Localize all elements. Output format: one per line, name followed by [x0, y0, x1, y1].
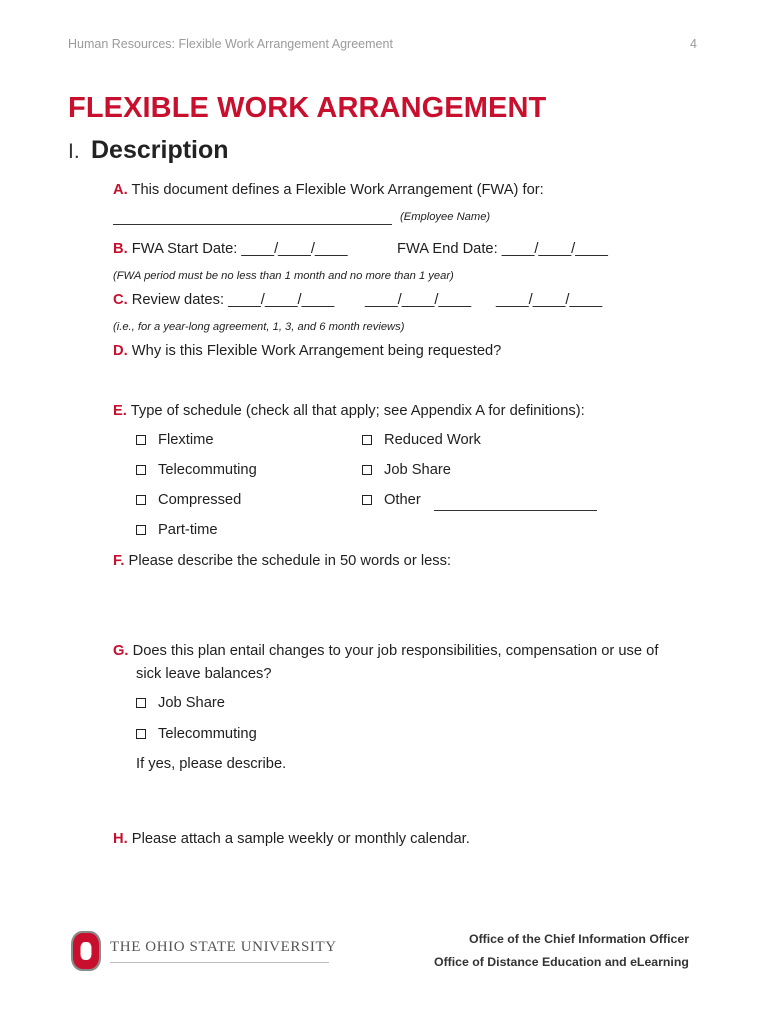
checkbox-icon[interactable]	[136, 698, 146, 708]
item-f-text: Please describe the schedule in 50 words or less:	[128, 553, 452, 569]
item-h-text: Please attach a sample weekly or monthly calendar.	[131, 831, 470, 847]
g-option-telecommuting[interactable]	[136, 726, 257, 742]
option-reduced-work[interactable]	[362, 432, 481, 448]
option-flextime[interactable]	[136, 432, 214, 448]
item-g-letter: G.	[113, 643, 129, 659]
checkbox-icon[interactable]	[136, 525, 146, 535]
checkbox-icon[interactable]	[362, 435, 372, 445]
option-label: Job Share	[158, 695, 225, 711]
item-c-note: (i.e., for a year-long agreement, 1, 3, and 6 month reviews)	[113, 321, 405, 333]
item-g-line2: sick leave balances?	[136, 666, 272, 682]
option-label: Other	[384, 492, 421, 508]
item-b-start	[113, 241, 348, 257]
section-number: I.	[68, 140, 80, 163]
checkbox-icon[interactable]	[136, 435, 146, 445]
checkbox-icon[interactable]	[362, 495, 372, 505]
checkbox-icon[interactable]	[136, 465, 146, 475]
section-title: Description	[91, 136, 229, 164]
office-cio: Office of the Chief Information Officer	[469, 932, 689, 946]
review-date-3[interactable]: ____/____/____	[496, 292, 603, 308]
item-g-line1: Does this plan entail changes to your job responsibilities, compensation or use of	[132, 643, 659, 659]
item-g	[113, 643, 658, 659]
item-f	[113, 553, 451, 569]
item-g-followup: If yes, please describe.	[136, 756, 287, 772]
item-d-text: Why is this Flexible Work Arrangement being requested?	[131, 343, 502, 359]
item-h	[113, 831, 470, 847]
item-b-letter: B.	[113, 241, 128, 257]
option-part-time[interactable]	[136, 522, 218, 538]
employee-name-hint: (Employee Name)	[400, 211, 491, 223]
option-label: Part-time	[158, 522, 218, 538]
item-c-label: Review dates:	[131, 292, 225, 308]
item-e-letter: E.	[113, 403, 127, 419]
option-other[interactable]	[362, 492, 421, 508]
review-date-1[interactable]: ____/____/____	[228, 292, 335, 308]
item-h-letter: H.	[113, 831, 128, 847]
review-date-2[interactable]: ____/____/____	[365, 292, 472, 308]
item-e-text: Type of schedule (check all that apply; see Appendix A for definitions):	[130, 403, 585, 419]
item-a-text: This document defines a Flexible Work Arrangement (FWA) for:	[131, 182, 544, 198]
page-number: 4	[690, 37, 697, 51]
option-label: Job Share	[384, 462, 451, 478]
option-label: Flextime	[158, 432, 214, 448]
university-name: THE OHIO STATE UNIVERSITY	[110, 939, 337, 955]
item-f-letter: F.	[113, 553, 125, 569]
page-title: FLEXIBLE WORK ARRANGEMENT	[68, 92, 547, 124]
option-job-share[interactable]	[362, 462, 451, 478]
fwa-start-date[interactable]: FWA Start Date: ____/____/____	[131, 241, 348, 257]
option-telecommuting[interactable]	[136, 462, 257, 478]
item-a-letter: A.	[113, 182, 128, 198]
item-b-note: (FWA period must be no less than 1 month and no more than 1 year)	[113, 270, 454, 282]
checkbox-icon[interactable]	[136, 729, 146, 739]
item-c-letter: C.	[113, 292, 128, 308]
block-o-logo-icon	[70, 930, 102, 972]
office-distance-ed: Office of Distance Education and eLearning	[434, 955, 689, 969]
other-specify-line[interactable]	[434, 510, 597, 511]
document-header-title: Human Resources: Flexible Work Arrangement Agreement	[68, 37, 393, 51]
g-option-job-share[interactable]	[136, 695, 225, 711]
item-e	[113, 403, 585, 419]
item-d-letter: D.	[113, 343, 128, 359]
fwa-end-date[interactable]: FWA End Date: ____/____/____	[397, 241, 608, 257]
item-c	[113, 292, 334, 308]
option-label: Reduced Work	[384, 432, 481, 448]
option-label: Telecommuting	[158, 462, 257, 478]
item-a	[113, 182, 544, 198]
checkbox-icon[interactable]	[136, 495, 146, 505]
footer-divider	[110, 962, 329, 963]
option-label: Telecommuting	[158, 726, 257, 742]
option-compressed[interactable]	[136, 492, 241, 508]
option-label: Compressed	[158, 492, 242, 508]
checkbox-icon[interactable]	[362, 465, 372, 475]
item-d	[113, 343, 501, 359]
employee-name-line[interactable]	[113, 224, 392, 225]
